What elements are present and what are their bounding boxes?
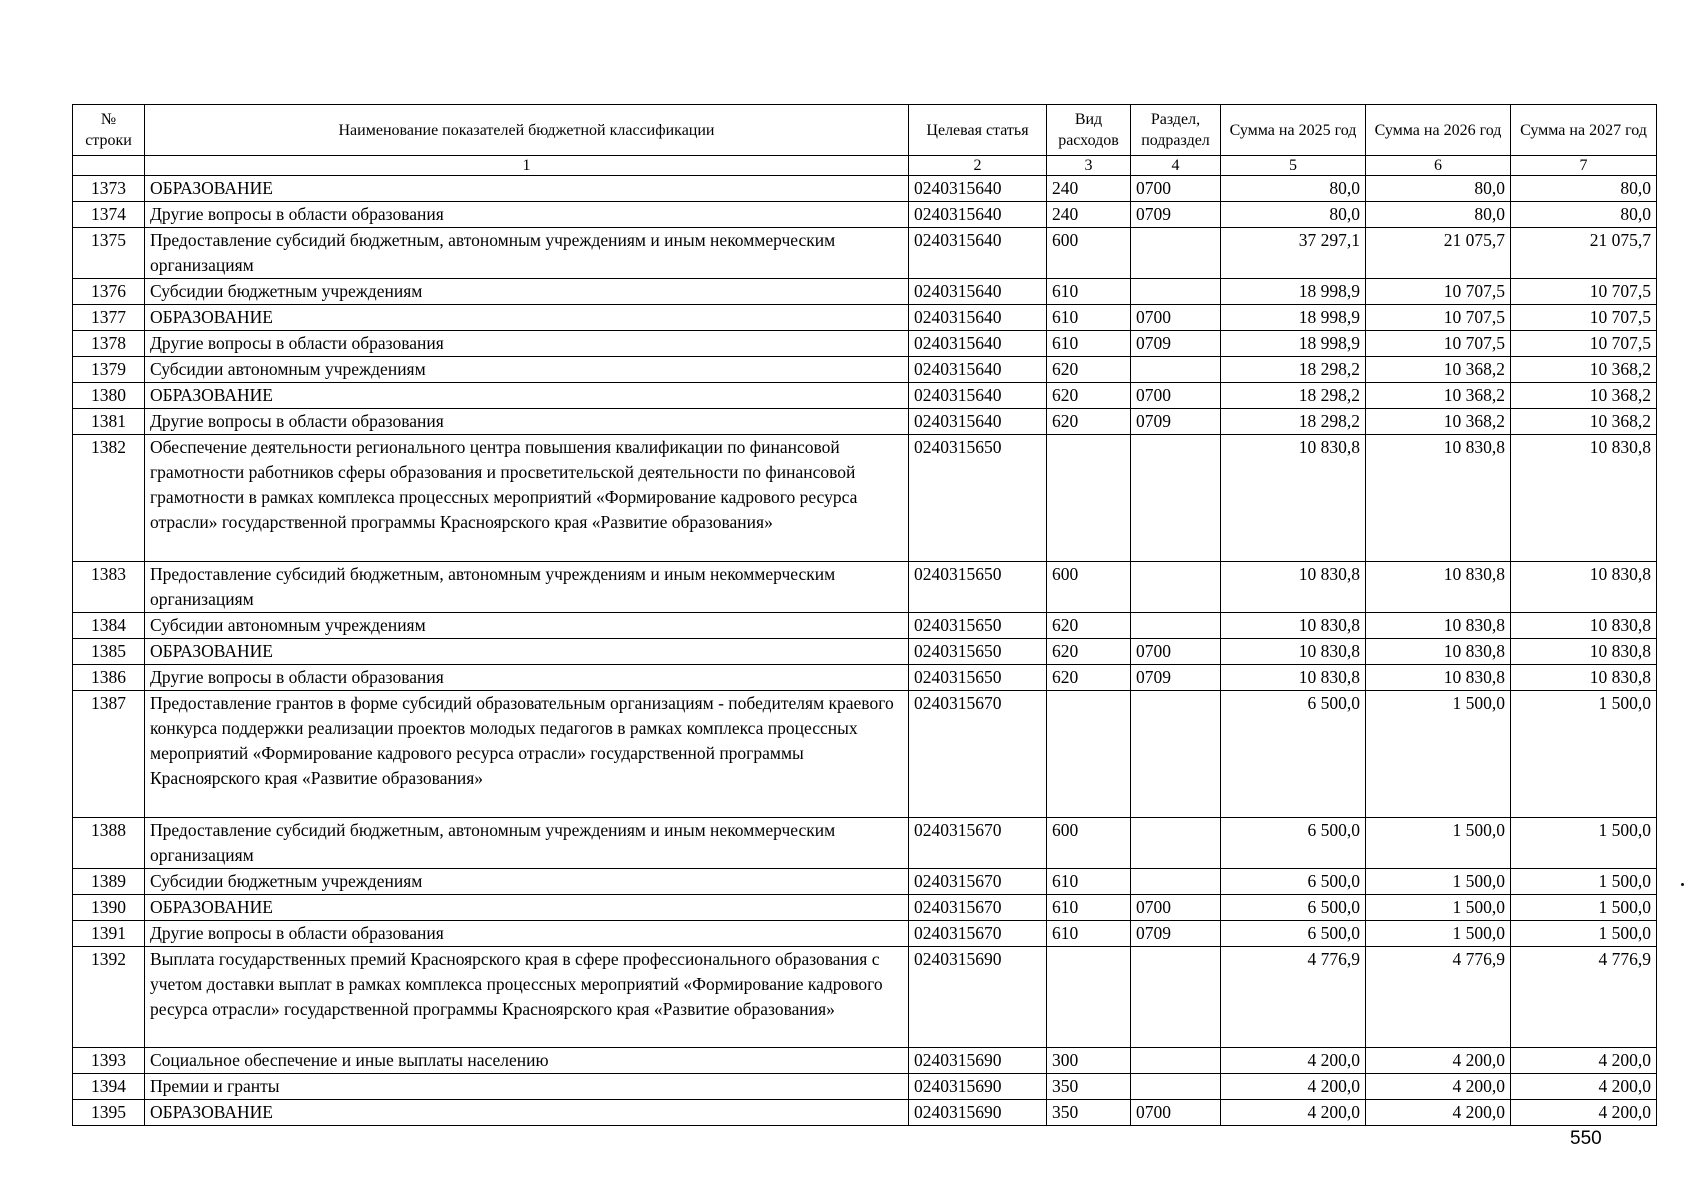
sum-2027-cell: 10 368,2 — [1511, 357, 1657, 383]
indicator-name-cell: ОБРАЗОВАНИЕ — [145, 383, 909, 409]
section-cell — [1131, 562, 1221, 613]
expense-type-cell: 620 — [1047, 613, 1131, 639]
section-cell — [1131, 1074, 1221, 1100]
row-number-cell: 1386 — [73, 665, 145, 691]
sum-2025-cell: 10 830,8 — [1221, 639, 1366, 665]
sum-2027-cell: 10 830,8 — [1511, 613, 1657, 639]
section-cell: 0709 — [1131, 665, 1221, 691]
indicator-name-cell: Субсидии автономным учреждениям — [145, 357, 909, 383]
expense-type-cell: 600 — [1047, 818, 1131, 869]
sum-2025-cell: 6 500,0 — [1221, 691, 1366, 818]
indicator-name-cell: Субсидии автономным учреждениям — [145, 613, 909, 639]
header-sum-2026: Сумма на 2026 год — [1366, 105, 1511, 156]
row-number-cell: 1385 — [73, 639, 145, 665]
sum-2025-cell: 6 500,0 — [1221, 869, 1366, 895]
table-row — [73, 202, 1657, 228]
table-row — [73, 1100, 1657, 1126]
table-row — [73, 228, 1657, 279]
sum-2027-cell: 4 776,9 — [1511, 947, 1657, 1048]
indicator-name-cell: Другие вопросы в области образования — [145, 202, 909, 228]
table-row — [73, 921, 1657, 947]
column-number: 5 — [1221, 156, 1366, 176]
target-article-cell: 0240315690 — [909, 1100, 1047, 1126]
sum-2027-cell: 1 500,0 — [1511, 921, 1657, 947]
sum-2026-cell: 10 830,8 — [1366, 665, 1511, 691]
sum-2027-cell: 10 368,2 — [1511, 383, 1657, 409]
section-cell — [1131, 279, 1221, 305]
expense-type-cell: 610 — [1047, 305, 1131, 331]
section-cell: 0700 — [1131, 305, 1221, 331]
indicator-name-cell: ОБРАЗОВАНИЕ — [145, 176, 909, 202]
header-sum-2027: Сумма на 2027 год — [1511, 105, 1657, 156]
sum-2027-cell: 10 830,8 — [1511, 562, 1657, 613]
target-article-cell: 0240315640 — [909, 202, 1047, 228]
section-cell — [1131, 435, 1221, 562]
target-article-cell: 0240315690 — [909, 947, 1047, 1048]
header-section: Раздел, подраздел — [1131, 105, 1221, 156]
indicator-name-cell: Другие вопросы в области образования — [145, 331, 909, 357]
indicator-name-cell: Обеспечение деятельности регионального центра повышения квалификации по финансовой грамотности работников сферы образования и просветительской деятельности по финансовой грамотности в рамках комплекса процессных мероприятий «Формирование кадрового ресурса отрасли» государственной программы Красноярского края «Развитие образования» — [145, 435, 909, 562]
table-row — [73, 176, 1657, 202]
target-article-cell: 0240315670 — [909, 921, 1047, 947]
indicator-name-cell: Предоставление субсидий бюджетным, автономным учреждениям и иным некоммерческим организациям — [145, 562, 909, 613]
table-row — [73, 869, 1657, 895]
sum-2025-cell: 6 500,0 — [1221, 921, 1366, 947]
sum-2025-cell: 18 298,2 — [1221, 383, 1366, 409]
table-row — [73, 947, 1657, 1048]
sum-2026-cell: 4 200,0 — [1366, 1074, 1511, 1100]
target-article-cell: 0240315640 — [909, 228, 1047, 279]
sum-2025-cell: 6 500,0 — [1221, 818, 1366, 869]
sum-2026-cell: 1 500,0 — [1366, 895, 1511, 921]
indicator-name-cell: Субсидии бюджетным учреждениям — [145, 869, 909, 895]
expense-type-cell: 610 — [1047, 895, 1131, 921]
expense-type-cell — [1047, 947, 1131, 1048]
sum-2026-cell: 1 500,0 — [1366, 691, 1511, 818]
sum-2025-cell: 18 298,2 — [1221, 357, 1366, 383]
expense-type-cell: 350 — [1047, 1074, 1131, 1100]
row-number-cell: 1381 — [73, 409, 145, 435]
table-body — [73, 176, 1657, 1126]
expense-type-cell: 610 — [1047, 921, 1131, 947]
sum-2026-cell: 10 368,2 — [1366, 383, 1511, 409]
sum-2026-cell: 10 830,8 — [1366, 435, 1511, 562]
expense-type-cell: 620 — [1047, 665, 1131, 691]
sum-2027-cell: 10 707,5 — [1511, 305, 1657, 331]
header-row-no: № строки — [73, 105, 145, 156]
row-number-cell: 1388 — [73, 818, 145, 869]
indicator-name-cell: ОБРАЗОВАНИЕ — [145, 1100, 909, 1126]
row-number-cell: 1394 — [73, 1074, 145, 1100]
row-number-cell: 1390 — [73, 895, 145, 921]
sum-2027-cell: 10 830,8 — [1511, 435, 1657, 562]
scan-speck — [1681, 883, 1684, 886]
indicator-name-cell: Предоставление грантов в форме субсидий образовательным организациям - победителям краевого конкурса поддержки реализации проектов молодых педагогов в рамках комплекса процессных мероприятий «Формирование кадрового ресурса отрасли» государственной программы Красноярского края «Развитие образования» — [145, 691, 909, 818]
sum-2025-cell: 18 998,9 — [1221, 305, 1366, 331]
sum-2027-cell: 4 200,0 — [1511, 1074, 1657, 1100]
row-number-cell: 1379 — [73, 357, 145, 383]
section-cell — [1131, 613, 1221, 639]
sum-2027-cell: 10 830,8 — [1511, 665, 1657, 691]
sum-2027-cell: 1 500,0 — [1511, 895, 1657, 921]
section-cell — [1131, 869, 1221, 895]
budget-table — [72, 104, 1657, 1126]
table-row — [73, 613, 1657, 639]
row-number-cell: 1378 — [73, 331, 145, 357]
target-article-cell: 0240315640 — [909, 279, 1047, 305]
sum-2027-cell: 4 200,0 — [1511, 1100, 1657, 1126]
target-article-cell: 0240315640 — [909, 383, 1047, 409]
header-sum-2025: Сумма на 2025 год — [1221, 105, 1366, 156]
sum-2027-cell: 21 075,7 — [1511, 228, 1657, 279]
section-cell — [1131, 357, 1221, 383]
expense-type-cell: 610 — [1047, 331, 1131, 357]
sum-2025-cell: 37 297,1 — [1221, 228, 1366, 279]
sum-2026-cell: 4 200,0 — [1366, 1048, 1511, 1074]
section-cell: 0709 — [1131, 409, 1221, 435]
row-number-cell: 1373 — [73, 176, 145, 202]
expense-type-cell — [1047, 691, 1131, 818]
sum-2025-cell: 4 776,9 — [1221, 947, 1366, 1048]
sum-2025-cell: 4 200,0 — [1221, 1100, 1366, 1126]
target-article-cell: 0240315650 — [909, 665, 1047, 691]
row-number-cell: 1375 — [73, 228, 145, 279]
sum-2026-cell: 10 707,5 — [1366, 305, 1511, 331]
sum-2025-cell: 80,0 — [1221, 176, 1366, 202]
target-article-cell: 0240315650 — [909, 435, 1047, 562]
sum-2025-cell: 10 830,8 — [1221, 613, 1366, 639]
table-row — [73, 331, 1657, 357]
table-row — [73, 305, 1657, 331]
table-row — [73, 665, 1657, 691]
indicator-name-cell: Выплата государственных премий Красноярского края в сфере профессионального образования с учетом доставки выплат в рамках комплекса процессных мероприятий «Формирование кадрового ресурса отрасли» государственной программы Красноярского края «Развитие образования» — [145, 947, 909, 1048]
sum-2026-cell: 80,0 — [1366, 202, 1511, 228]
section-cell: 0700 — [1131, 639, 1221, 665]
indicator-name-cell: Социальное обеспечение и иные выплаты населению — [145, 1048, 909, 1074]
section-cell — [1131, 947, 1221, 1048]
row-number-cell: 1384 — [73, 613, 145, 639]
sum-2027-cell: 4 200,0 — [1511, 1048, 1657, 1074]
header-name: Наименование показателей бюджетной классификации — [145, 105, 909, 156]
expense-type-cell: 620 — [1047, 639, 1131, 665]
row-number-cell: 1391 — [73, 921, 145, 947]
target-article-cell: 0240315650 — [909, 613, 1047, 639]
sum-2026-cell: 4 200,0 — [1366, 1100, 1511, 1126]
target-article-cell: 0240315650 — [909, 639, 1047, 665]
expense-type-cell: 600 — [1047, 228, 1131, 279]
indicator-name-cell: ОБРАЗОВАНИЕ — [145, 639, 909, 665]
target-article-cell: 0240315670 — [909, 869, 1047, 895]
sum-2027-cell: 80,0 — [1511, 202, 1657, 228]
expense-type-cell: 350 — [1047, 1100, 1131, 1126]
section-cell: 0700 — [1131, 895, 1221, 921]
row-number-cell: 1395 — [73, 1100, 145, 1126]
target-article-cell: 0240315640 — [909, 409, 1047, 435]
sum-2025-cell: 10 830,8 — [1221, 435, 1366, 562]
column-number: 1 — [145, 156, 909, 176]
expense-type-cell: 610 — [1047, 279, 1131, 305]
row-number-cell: 1382 — [73, 435, 145, 562]
indicator-name-cell: Премии и гранты — [145, 1074, 909, 1100]
expense-type-cell: 600 — [1047, 562, 1131, 613]
column-number: 6 — [1366, 156, 1511, 176]
target-article-cell: 0240315650 — [909, 562, 1047, 613]
sum-2026-cell: 10 830,8 — [1366, 639, 1511, 665]
table-row — [73, 435, 1657, 562]
sum-2025-cell: 10 830,8 — [1221, 665, 1366, 691]
table-row — [73, 357, 1657, 383]
table-row — [73, 818, 1657, 869]
sum-2026-cell: 10 368,2 — [1366, 409, 1511, 435]
target-article-cell: 0240315690 — [909, 1074, 1047, 1100]
sum-2025-cell: 6 500,0 — [1221, 895, 1366, 921]
header-target: Целевая статья — [909, 105, 1047, 156]
header-expense-type: Вид расходов — [1047, 105, 1131, 156]
sum-2026-cell: 10 707,5 — [1366, 279, 1511, 305]
section-cell — [1131, 818, 1221, 869]
row-number-cell: 1374 — [73, 202, 145, 228]
section-cell: 0709 — [1131, 202, 1221, 228]
section-cell: 0700 — [1131, 1100, 1221, 1126]
sum-2025-cell: 10 830,8 — [1221, 562, 1366, 613]
sum-2026-cell: 10 707,5 — [1366, 331, 1511, 357]
table-row — [73, 409, 1657, 435]
row-number-cell: 1392 — [73, 947, 145, 1048]
sum-2026-cell: 1 500,0 — [1366, 869, 1511, 895]
target-article-cell: 0240315640 — [909, 357, 1047, 383]
table-row — [73, 639, 1657, 665]
target-article-cell: 0240315670 — [909, 691, 1047, 818]
target-article-cell: 0240315670 — [909, 895, 1047, 921]
row-number-cell: 1387 — [73, 691, 145, 818]
sum-2026-cell: 10 368,2 — [1366, 357, 1511, 383]
indicator-name-cell: Предоставление субсидий бюджетным, автономным учреждениям и иным некоммерческим организациям — [145, 228, 909, 279]
target-article-cell: 0240315690 — [909, 1048, 1047, 1074]
table-row — [73, 279, 1657, 305]
table-row — [73, 691, 1657, 818]
sum-2026-cell: 1 500,0 — [1366, 818, 1511, 869]
indicator-name-cell: Другие вопросы в области образования — [145, 921, 909, 947]
indicator-name-cell: Другие вопросы в области образования — [145, 409, 909, 435]
sum-2026-cell: 4 776,9 — [1366, 947, 1511, 1048]
table-row — [73, 1048, 1657, 1074]
expense-type-cell: 610 — [1047, 869, 1131, 895]
sum-2026-cell: 1 500,0 — [1366, 921, 1511, 947]
column-number: 4 — [1131, 156, 1221, 176]
sum-2025-cell: 4 200,0 — [1221, 1048, 1366, 1074]
sum-2026-cell: 10 830,8 — [1366, 613, 1511, 639]
section-cell: 0700 — [1131, 383, 1221, 409]
expense-type-cell: 620 — [1047, 409, 1131, 435]
row-number-cell: 1377 — [73, 305, 145, 331]
column-number: 7 — [1511, 156, 1657, 176]
sum-2027-cell: 10 707,5 — [1511, 331, 1657, 357]
sum-2026-cell: 80,0 — [1366, 176, 1511, 202]
indicator-name-cell: Предоставление субсидий бюджетным, автономным учреждениям и иным некоммерческим организациям — [145, 818, 909, 869]
indicator-name-cell: Субсидии бюджетным учреждениям — [145, 279, 909, 305]
target-article-cell: 0240315640 — [909, 305, 1047, 331]
section-cell — [1131, 1048, 1221, 1074]
sum-2027-cell: 1 500,0 — [1511, 869, 1657, 895]
expense-type-cell: 240 — [1047, 202, 1131, 228]
section-cell — [1131, 691, 1221, 818]
table-row — [73, 1074, 1657, 1100]
column-number: 3 — [1047, 156, 1131, 176]
section-cell: 0700 — [1131, 176, 1221, 202]
sum-2027-cell: 1 500,0 — [1511, 691, 1657, 818]
indicator-name-cell: ОБРАЗОВАНИЕ — [145, 305, 909, 331]
row-number-cell: 1389 — [73, 869, 145, 895]
expense-type-cell: 620 — [1047, 357, 1131, 383]
expense-type-cell: 300 — [1047, 1048, 1131, 1074]
expense-type-cell: 620 — [1047, 383, 1131, 409]
expense-type-cell — [1047, 435, 1131, 562]
target-article-cell: 0240315640 — [909, 176, 1047, 202]
sum-2026-cell: 10 830,8 — [1366, 562, 1511, 613]
column-number-row — [73, 156, 1657, 176]
sum-2025-cell: 18 298,2 — [1221, 409, 1366, 435]
row-number-cell: 1376 — [73, 279, 145, 305]
section-cell: 0709 — [1131, 331, 1221, 357]
sum-2027-cell: 10 830,8 — [1511, 639, 1657, 665]
column-number — [73, 156, 145, 176]
target-article-cell: 0240315640 — [909, 331, 1047, 357]
sum-2027-cell: 10 707,5 — [1511, 279, 1657, 305]
section-cell — [1131, 228, 1221, 279]
sum-2027-cell: 80,0 — [1511, 176, 1657, 202]
row-number-cell: 1393 — [73, 1048, 145, 1074]
header-row — [73, 105, 1657, 156]
sum-2026-cell: 21 075,7 — [1366, 228, 1511, 279]
sum-2025-cell: 18 998,9 — [1221, 331, 1366, 357]
column-number: 2 — [909, 156, 1047, 176]
expense-type-cell: 240 — [1047, 176, 1131, 202]
sum-2025-cell: 80,0 — [1221, 202, 1366, 228]
target-article-cell: 0240315670 — [909, 818, 1047, 869]
page-number: 550 — [1570, 1128, 1602, 1149]
indicator-name-cell: ОБРАЗОВАНИЕ — [145, 895, 909, 921]
table-row — [73, 383, 1657, 409]
row-number-cell: 1383 — [73, 562, 145, 613]
indicator-name-cell: Другие вопросы в области образования — [145, 665, 909, 691]
table-row — [73, 895, 1657, 921]
sum-2027-cell: 10 368,2 — [1511, 409, 1657, 435]
row-number-cell: 1380 — [73, 383, 145, 409]
section-cell: 0709 — [1131, 921, 1221, 947]
table-row — [73, 562, 1657, 613]
sum-2025-cell: 4 200,0 — [1221, 1074, 1366, 1100]
sum-2025-cell: 18 998,9 — [1221, 279, 1366, 305]
sum-2027-cell: 1 500,0 — [1511, 818, 1657, 869]
